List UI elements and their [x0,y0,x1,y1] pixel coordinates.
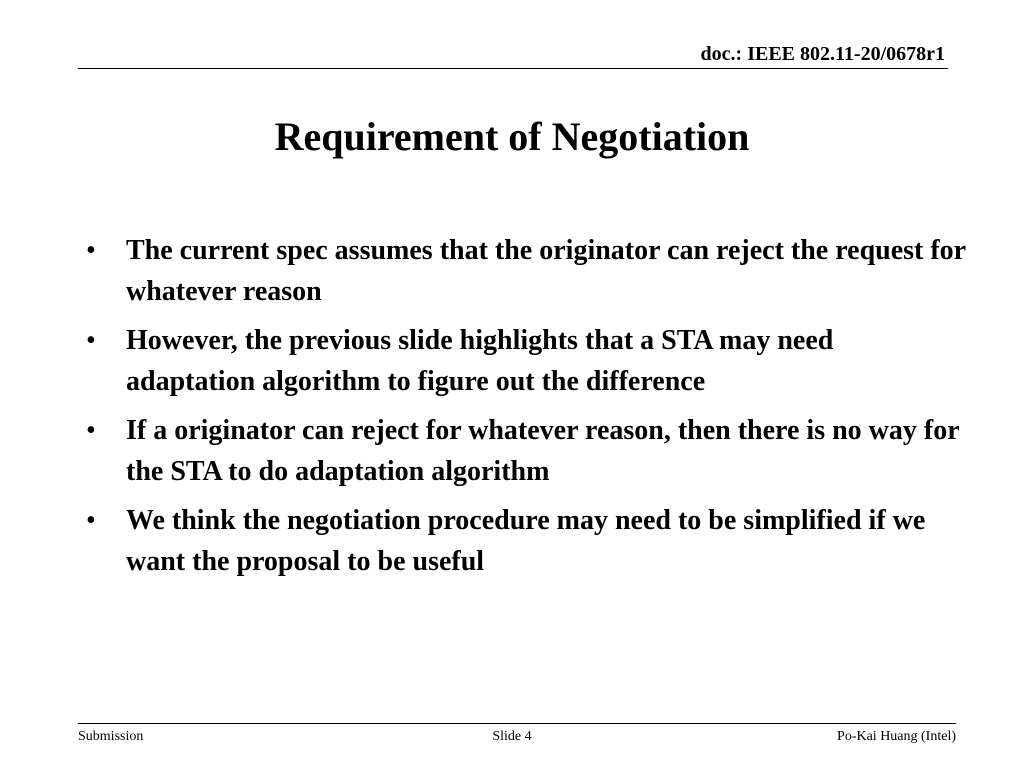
bullet-text: The current spec assumes that the originator can reject the request for whatever reason [126,235,966,307]
bullet-list [86,230,966,590]
header-divider [78,68,948,69]
bullet-item [86,410,966,492]
footer-author: Po-Kai Huang (Intel) [837,729,956,744]
slide-title: Requirement of Negotiation [274,114,750,159]
bullet-icon: • [86,235,96,266]
bullet-item [86,500,966,582]
document-id: doc.: IEEE 802.11-20/0678r1 [700,43,945,65]
bullet-text: If a originator can reject for whatever reason, then there is no way for the STA to do adaptation algorithm [126,415,960,487]
footer-divider [78,723,956,724]
bullet-item [86,230,966,312]
footer-slide-number: Slide 4 [492,729,532,744]
bullet-icon: • [86,415,96,446]
bullet-text: However, the previous slide highlights that a STA may need adaptation algorithm to figure out the difference [126,325,834,397]
bullet-icon: • [86,505,96,536]
bullet-icon: • [86,325,96,356]
footer-submission: Submission [78,729,144,744]
bullet-item [86,320,966,402]
bullet-text: We think the negotiation procedure may need to be simplified if we want the proposal to be useful [126,505,926,577]
